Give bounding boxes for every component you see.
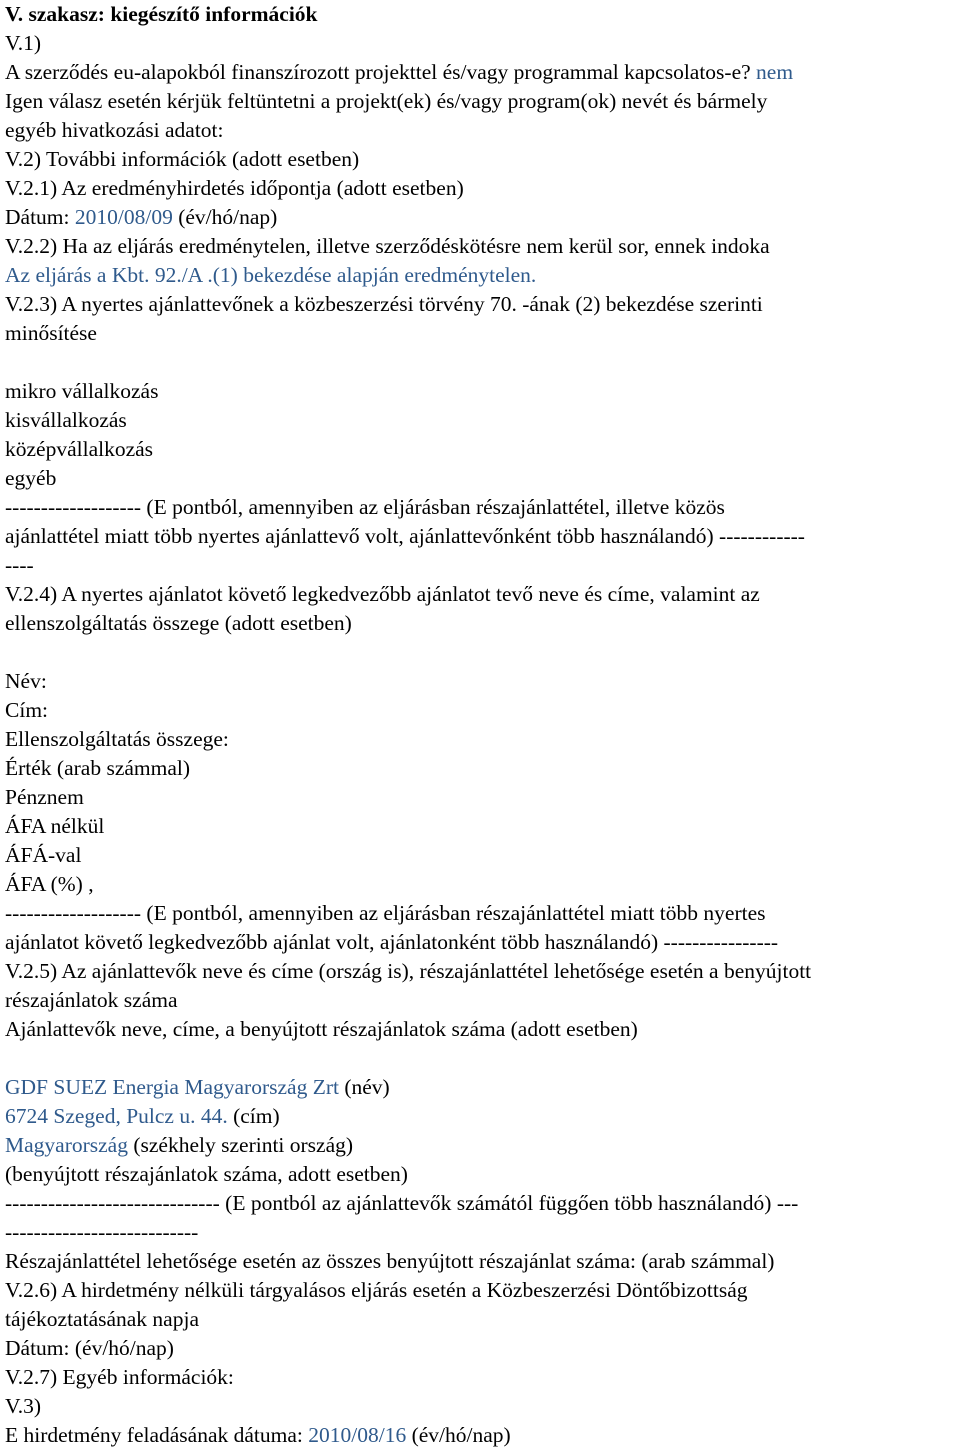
v24-title-line-1: V.2.4) A nyertes ajánlatot követő legkedvezőbb ajánlatot tevő neve és címe, valamint az	[5, 582, 760, 606]
v21-date-label: Dátum:	[5, 205, 70, 229]
v25-bidder-address: 6724 Szeged, Pulcz u. 44.	[5, 1104, 228, 1128]
v21-date-format: (év/hó/nap)	[178, 205, 278, 229]
v23-option-micro: mikro vállalkozás	[5, 379, 159, 403]
v25-bidder-country-label: (székhely szerinti ország)	[133, 1133, 354, 1157]
v25-bidder-name-label: (név)	[344, 1075, 390, 1099]
blank-line	[5, 348, 960, 377]
blank-line	[5, 638, 960, 667]
v25-bidder-country: Magyarország	[5, 1133, 128, 1157]
v25-title-line-1: V.2.5) Az ajánlattevők neve és címe (ország is), részajánlattétel lehetősége esetén a benyújtott	[5, 959, 812, 983]
v24-field-address: Cím:	[5, 698, 49, 722]
v1-question: A szerződés eu-alapokból finanszírozott projekttel és/vagy programmal kapcsolatos-e?	[5, 60, 751, 84]
v21-date-line	[5, 203, 960, 232]
v3-dispatch-format: (év/hó/nap)	[411, 1423, 511, 1447]
v25-separator-line-1: ------------------------------ (E pontból az ajánlattevők számától függően több használandó) ---	[5, 1191, 799, 1215]
v25-bidder-address-line	[5, 1102, 960, 1131]
v26-date-line: Dátum: (év/hó/nap)	[5, 1336, 174, 1360]
v1-label: V.1)	[5, 31, 42, 55]
v25-title-line-2: részajánlatok száma	[5, 988, 178, 1012]
v3-dispatch-line	[5, 1421, 960, 1450]
v1-note-line-2: egyéb hivatkozási adatot:	[5, 118, 224, 142]
v24-separator-line-2: ajánlatot követő legkedvezőbb ajánlat volt, ajánlatonként több használandó) ----------------	[5, 930, 779, 954]
v24-field-vat-rate: ÁFA (%) ,	[5, 872, 94, 896]
v25-bidder-name-line	[5, 1073, 960, 1102]
v25-separator-line-2: ---------------------------	[5, 1220, 199, 1244]
v21-date-value: 2010/08/09	[74, 205, 173, 229]
v25-bids-count-label: (benyújtott részajánlatok száma, adott esetben)	[5, 1162, 408, 1186]
v23-title-line-2: minősítése	[5, 321, 97, 345]
v24-separator-line-1: ------------------- (E pontból, amennyiben az eljárásban részajánlattétel miatt több nyertes	[5, 901, 766, 925]
v23-option-medium: középvállalkozás	[5, 437, 154, 461]
v24-field-consideration: Ellenszolgáltatás összege:	[5, 727, 229, 751]
section-title: V. szakasz: kiegészítő információk	[5, 2, 318, 26]
v25-total-bids: Részajánlattétel lehetősége esetén az összes benyújtott részajánlat száma: (arab számmal)	[5, 1249, 775, 1273]
v3-label: V.3)	[5, 1394, 42, 1418]
v21-title: V.2.1) Az eredményhirdetés időpontja (adott esetben)	[5, 176, 464, 200]
blank-line	[5, 1044, 960, 1073]
v1-answer: nem	[756, 60, 794, 84]
v2-title: V.2) További információk (adott esetben)	[5, 147, 360, 171]
v24-field-without-vat: ÁFA nélkül	[5, 814, 105, 838]
v24-title-line-2: ellenszolgáltatás összege (adott esetben)	[5, 611, 352, 635]
v1-note-line-1: Igen válasz esetén kérjük feltüntetni a projekt(ek) és/vagy program(ok) nevét és bármely	[5, 89, 768, 113]
v3-dispatch-date: 2010/08/16	[308, 1423, 407, 1447]
v23-option-small: kisvállalkozás	[5, 408, 127, 432]
v23-separator-line-1: ------------------- (E pontból, amennyiben az eljárásban részajánlattétel, illetve közös	[5, 495, 725, 519]
v24-field-name: Név:	[5, 669, 47, 693]
v25-subtitle: Ajánlattevők neve, címe, a benyújtott részajánlatok száma (adott esetben)	[5, 1017, 638, 1041]
v26-title-line-1: V.2.6) A hirdetmény nélküli tárgyalásos eljárás esetén a Közbeszerzési Döntőbizottság	[5, 1278, 748, 1302]
v27-title: V.2.7) Egyéb információk:	[5, 1365, 234, 1389]
v1-question-line	[5, 58, 960, 87]
v23-separator-line-3: ----	[5, 553, 34, 577]
v23-separator-line-2: ajánlattétel miatt több nyertes ajánlattevő volt, ajánlattevőnként több használandó) ------------	[5, 524, 805, 548]
v24-field-with-vat: ÁFÁ-val	[5, 843, 82, 867]
v3-dispatch-label: E hirdetmény feladásának dátuma:	[5, 1423, 303, 1447]
v25-bidder-address-label: (cím)	[233, 1104, 280, 1128]
v24-field-currency: Pénznem	[5, 785, 84, 809]
v22-answer: Az eljárás a Kbt. 92./A .(1) bekezdése alapján eredménytelen.	[5, 263, 537, 287]
v25-bidder-country-line	[5, 1131, 960, 1160]
v26-title-line-2: tájékoztatásának napja	[5, 1307, 199, 1331]
v23-title-line-1: V.2.3) A nyertes ajánlattevőnek a közbeszerzési törvény 70. -ának (2) bekezdése szerinti	[5, 292, 763, 316]
v24-field-value: Érték (arab számmal)	[5, 756, 191, 780]
v22-title: V.2.2) Ha az eljárás eredménytelen, illetve szerződéskötésre nem kerül sor, ennek indoka	[5, 234, 770, 258]
v25-bidder-name: GDF SUEZ Energia Magyarország Zrt	[5, 1075, 339, 1099]
v23-option-other: egyéb	[5, 466, 57, 490]
